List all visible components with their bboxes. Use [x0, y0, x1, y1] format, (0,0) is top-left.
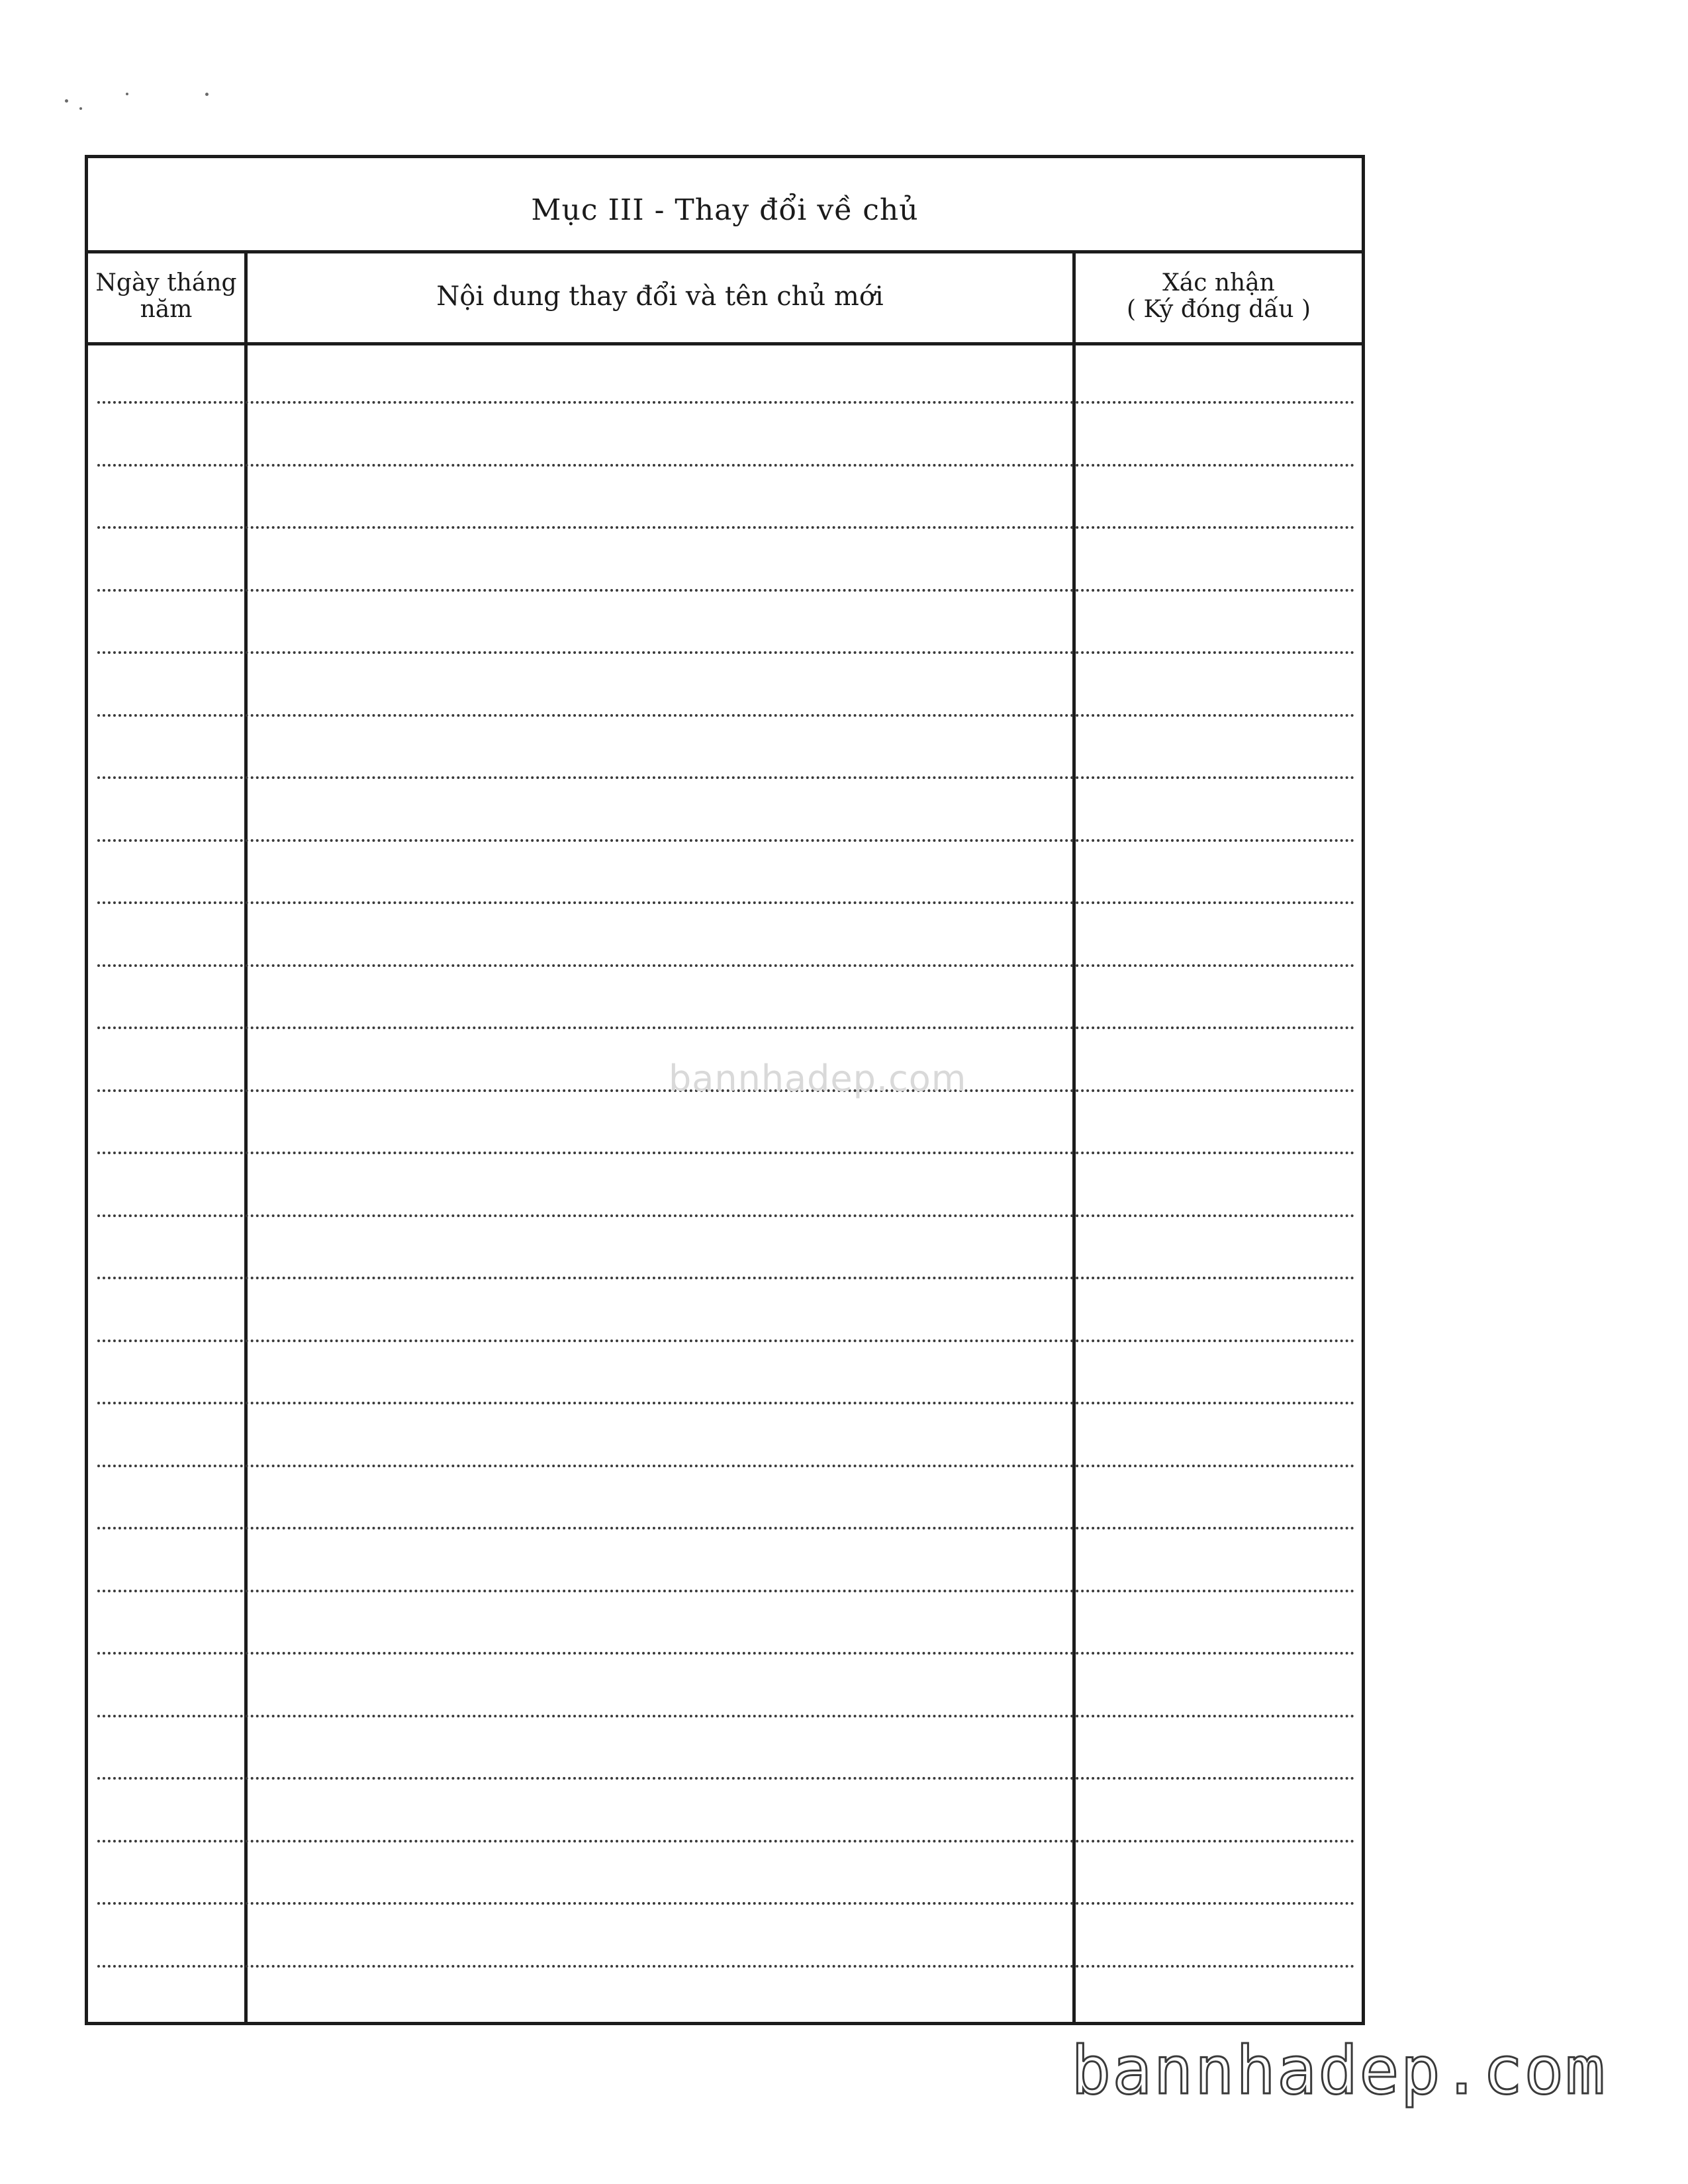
ruled-line	[97, 1214, 1355, 1217]
ruled-line	[97, 1652, 1355, 1655]
date-header-line1: Ngày tháng	[95, 269, 237, 296]
ruled-line	[97, 1840, 1355, 1843]
ruled-line	[97, 1277, 1355, 1279]
confirm-header-line2: ( Ký đóng dấu )	[1126, 295, 1311, 323]
ruled-line	[97, 1340, 1355, 1342]
content-header-text: Nội dung thay đổi và tên chủ mới	[436, 281, 884, 312]
ruled-line	[97, 964, 1355, 967]
date-header-line2: năm	[140, 295, 193, 323]
table-title-row	[88, 158, 1362, 253]
ruled-line	[97, 401, 1355, 404]
ruled-line	[97, 1902, 1355, 1905]
content-column-header	[248, 250, 1072, 342]
ruled-line	[97, 1465, 1355, 1467]
confirm-column-header	[1076, 250, 1362, 342]
ruled-line	[97, 901, 1355, 904]
table-header-row	[88, 250, 1362, 345]
date-column-header	[88, 250, 244, 342]
ruled-line	[97, 1777, 1355, 1780]
table-body	[88, 345, 1362, 2022]
scan-speck	[79, 107, 82, 110]
watermark-middle: bannhadep.com	[669, 1058, 967, 1099]
ruled-line	[97, 589, 1355, 592]
scan-speck	[65, 99, 68, 103]
ruled-line	[97, 714, 1355, 717]
ruled-line	[97, 464, 1355, 467]
ruled-line	[97, 839, 1355, 842]
scan-speck	[126, 93, 128, 95]
ruled-line	[97, 1402, 1355, 1404]
ruled-line	[97, 526, 1355, 529]
ruled-line	[97, 1026, 1355, 1029]
confirm-header-line1: Xác nhận	[1162, 269, 1275, 296]
ruled-line	[97, 1527, 1355, 1529]
section-title: Mục III - Thay đổi về chủ	[531, 193, 919, 227]
ruled-line	[97, 1965, 1355, 1968]
ruled-line	[97, 1715, 1355, 1717]
ruled-line	[97, 651, 1355, 654]
ruled-line	[97, 1152, 1355, 1154]
ruled-line	[97, 776, 1355, 779]
ruled-line	[97, 1590, 1355, 1592]
watermark-bottom: bannhadep.com	[1071, 2032, 1607, 2109]
scan-speck	[205, 93, 209, 96]
